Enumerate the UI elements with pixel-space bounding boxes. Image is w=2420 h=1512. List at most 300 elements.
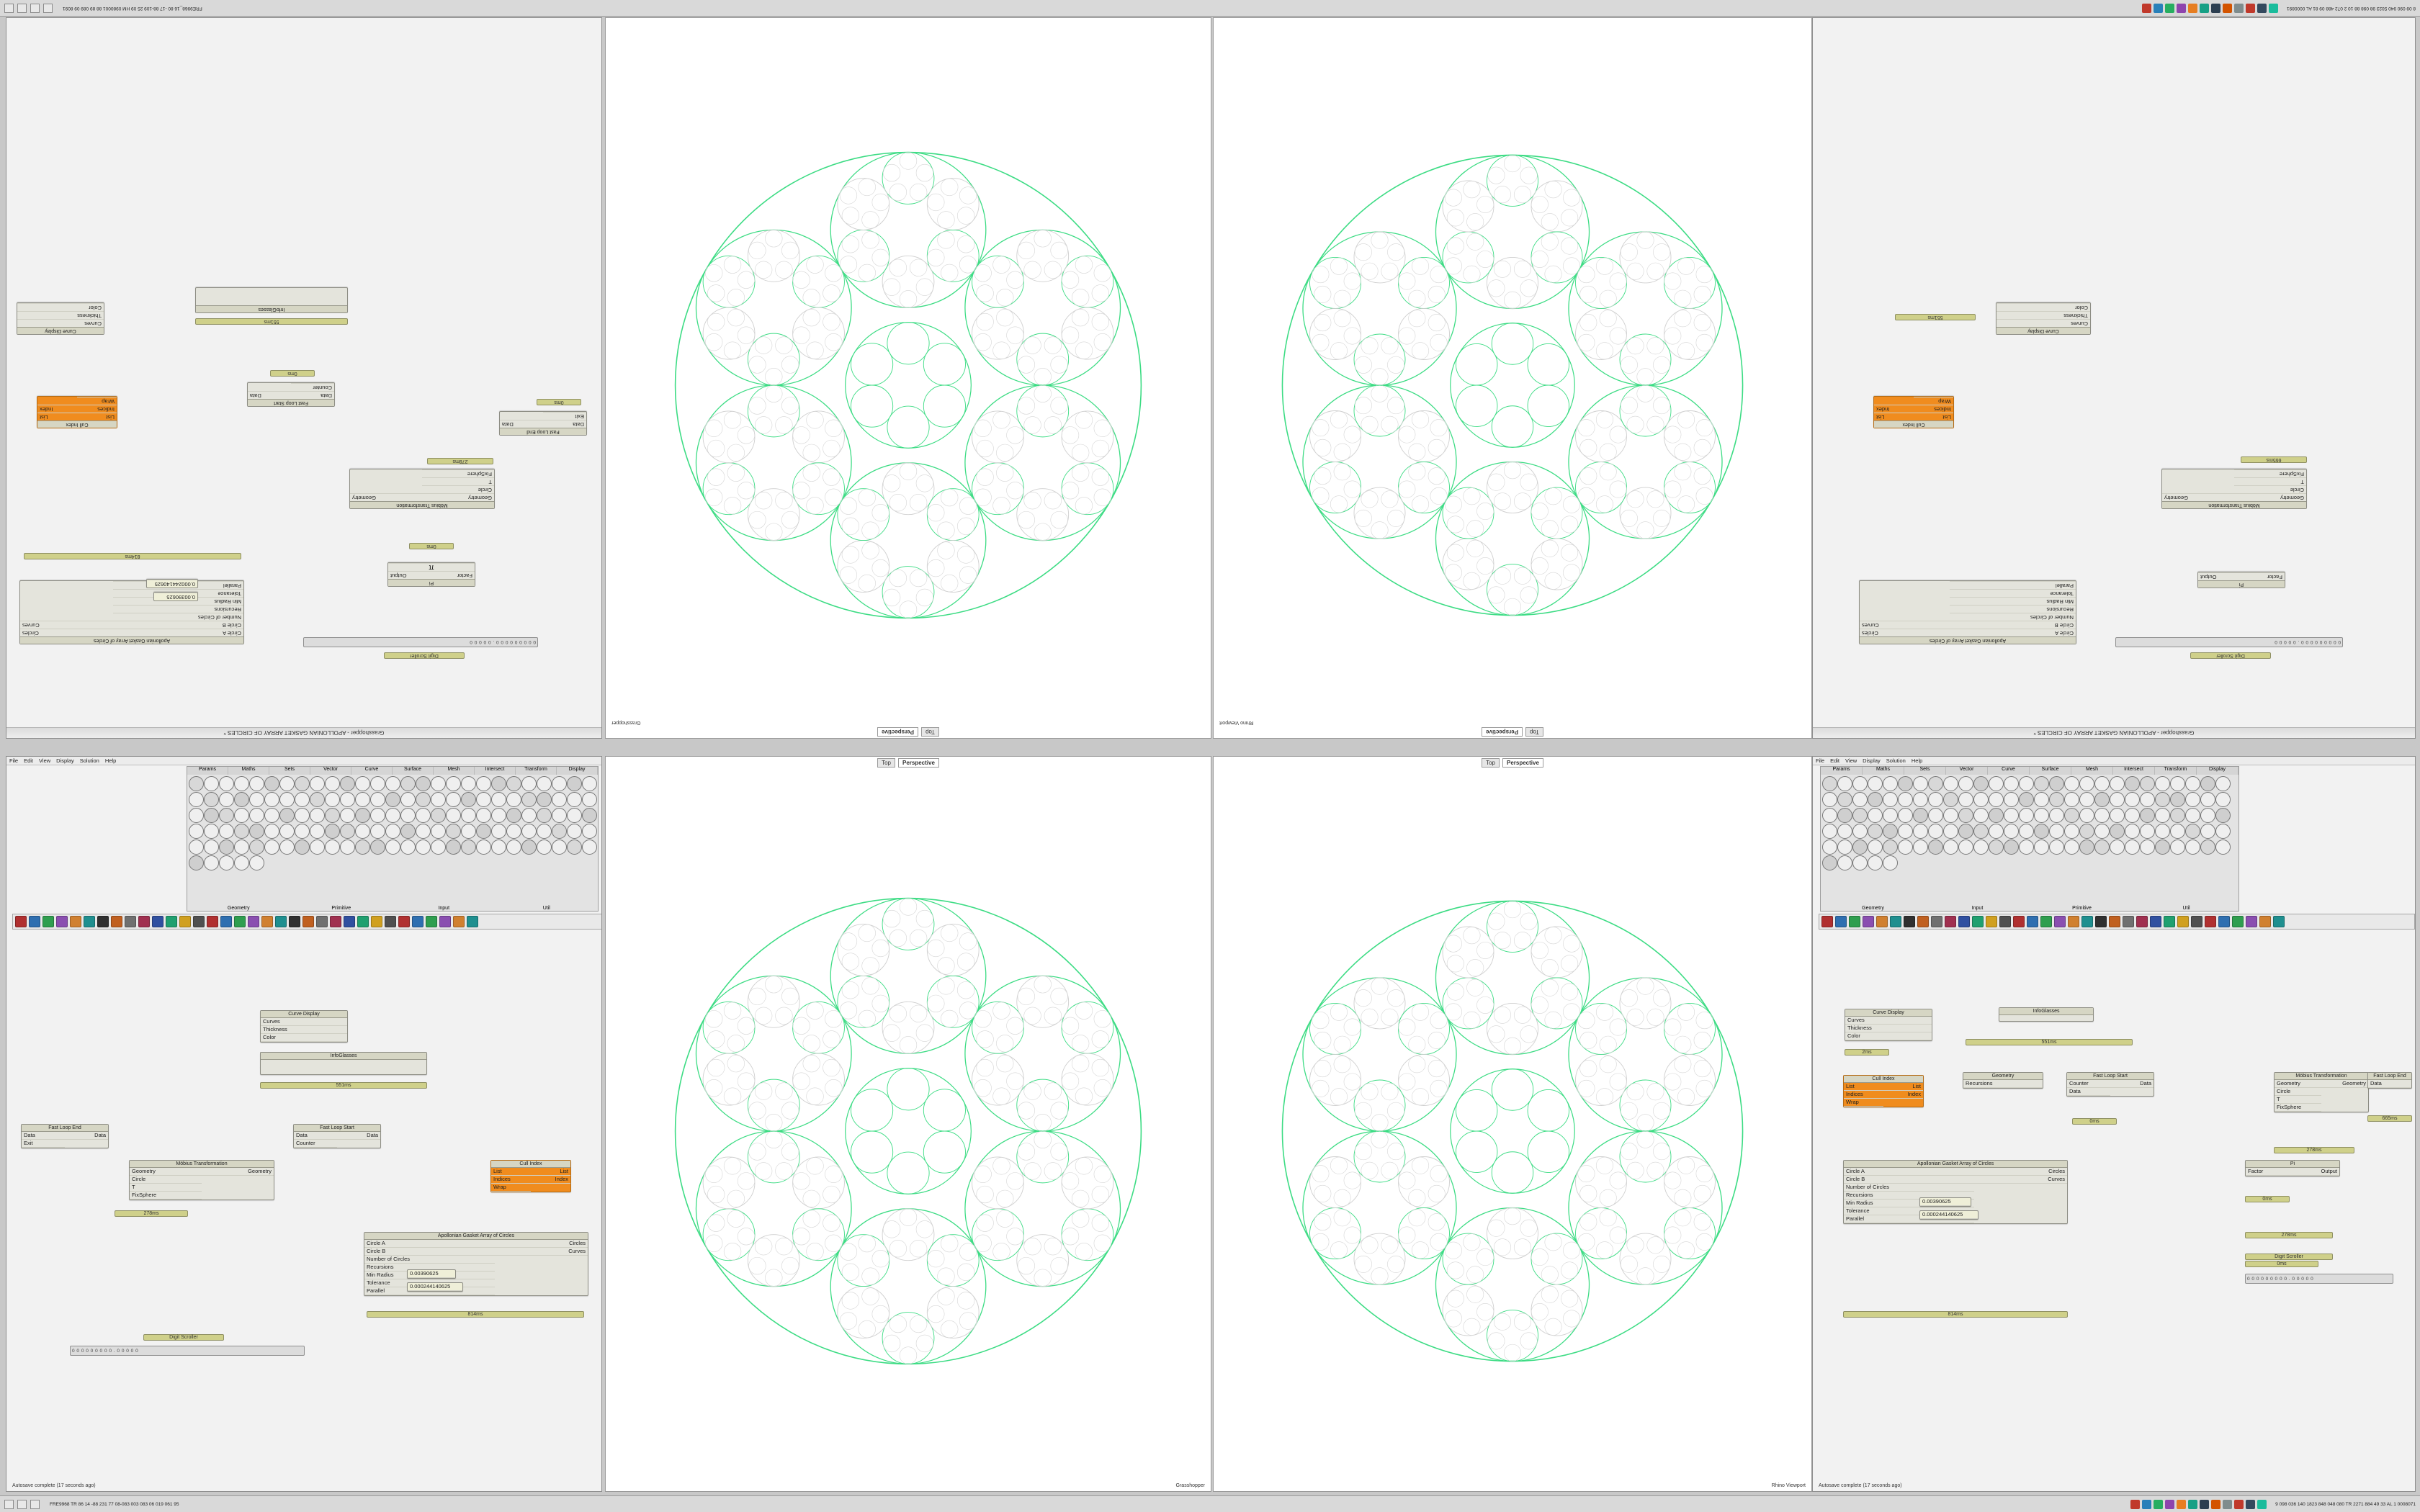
- ribbon-icon[interactable]: [2004, 776, 2019, 791]
- input-indices[interactable]: Indices: [491, 1176, 531, 1184]
- ribbon-icon[interactable]: [204, 840, 219, 855]
- ribbon-icon[interactable]: [2004, 808, 2019, 823]
- ribbon-icon[interactable]: [340, 792, 355, 807]
- ribbon-icon[interactable]: [400, 792, 416, 807]
- toolbar-icon[interactable]: [2273, 916, 2285, 927]
- ribbon-icon[interactable]: [1989, 808, 2004, 823]
- ribbon-icon[interactable]: [1883, 792, 1898, 807]
- ribbon-icon[interactable]: [1989, 792, 2004, 807]
- ribbon-icon[interactable]: [249, 808, 264, 823]
- ribbon-icon[interactable]: [189, 824, 204, 839]
- ribbon-icon[interactable]: [1822, 808, 1837, 823]
- input-circle-a[interactable]: Circle A: [113, 629, 243, 636]
- ribbon-icon[interactable]: [385, 808, 400, 823]
- tab-intersect[interactable]: Intersect: [475, 767, 516, 775]
- tray-icon[interactable]: [2165, 4, 2174, 13]
- toolbar-icon[interactable]: [344, 916, 355, 927]
- ribbon-icon[interactable]: [2215, 824, 2231, 839]
- toolbar-icon[interactable]: [2164, 916, 2175, 927]
- ribbon-icon[interactable]: [476, 776, 491, 791]
- ribbon-icon[interactable]: [2049, 824, 2064, 839]
- ribbon-icon[interactable]: [310, 824, 325, 839]
- ribbon-icon[interactable]: [1822, 840, 1837, 855]
- toolbar-icon[interactable]: [453, 916, 465, 927]
- bottom-window-buttons[interactable]: [0, 1500, 45, 1509]
- input-recursions[interactable]: Recursions: [364, 1264, 495, 1272]
- ribbon-icon[interactable]: [506, 808, 521, 823]
- ribbon-icon[interactable]: [340, 776, 355, 791]
- ribbon-icon[interactable]: [1852, 824, 1868, 839]
- ribbon-icon[interactable]: [2094, 808, 2110, 823]
- toolbar-icon[interactable]: [2246, 916, 2257, 927]
- ribbon-icon[interactable]: [2110, 808, 2125, 823]
- ribbon-icon[interactable]: [2185, 824, 2200, 839]
- ribbon-icon[interactable]: [1883, 776, 1898, 791]
- toolbar-icon[interactable]: [2013, 916, 2025, 927]
- input-curves[interactable]: Curves: [17, 319, 104, 327]
- input-list[interactable]: List: [1844, 1083, 1883, 1091]
- toolbar-icon[interactable]: [1917, 916, 1929, 927]
- tray-icon[interactable]: [2211, 4, 2220, 13]
- input-fixsphere[interactable]: FixSphere: [130, 1192, 202, 1200]
- ribbon-icon[interactable]: [219, 855, 234, 870]
- output-list[interactable]: List: [1883, 1083, 1923, 1091]
- ribbon-icon[interactable]: [2170, 824, 2185, 839]
- ribbon-icon[interactable]: [1837, 824, 1852, 839]
- toolbar-icon[interactable]: [166, 916, 177, 927]
- input-parallel[interactable]: Parallel: [1844, 1215, 1974, 1223]
- ribbon-icon[interactable]: [1928, 808, 1943, 823]
- ribbon-icon[interactable]: [295, 792, 310, 807]
- tray-icon[interactable]: [2165, 1500, 2174, 1509]
- tray-icon[interactable]: [2257, 1500, 2267, 1509]
- ribbon-icon[interactable]: [385, 776, 400, 791]
- ribbon-icon[interactable]: [1958, 776, 1973, 791]
- ribbon-icon[interactable]: [355, 840, 370, 855]
- ribbon-icon[interactable]: [189, 840, 204, 855]
- toolbar-icon[interactable]: [1958, 916, 1970, 927]
- toolbar-icon[interactable]: [2027, 916, 2038, 927]
- ribbon-icon[interactable]: [1868, 808, 1883, 823]
- grasshopper-canvas-bottom-left[interactable]: [6, 757, 601, 1491]
- grasshopper-canvas-top-left[interactable]: [6, 18, 601, 738]
- input-min-radius[interactable]: Min Radius: [113, 597, 243, 605]
- ribbon-icon[interactable]: [431, 808, 446, 823]
- viewport-tabs-bottom-left[interactable]: [606, 758, 1211, 767]
- ribbon-icon[interactable]: [2034, 840, 2049, 855]
- tray-icon[interactable]: [2211, 1500, 2220, 1509]
- input-circle-b[interactable]: Circle B: [1844, 1176, 1974, 1184]
- component-mobius[interactable]: [129, 1160, 274, 1200]
- toolbar-icon[interactable]: [111, 916, 122, 927]
- ribbon-icon[interactable]: [2079, 808, 2094, 823]
- ribbon-icon[interactable]: [2034, 808, 2049, 823]
- ribbon-icon[interactable]: [1913, 840, 1928, 855]
- ribbon-icon[interactable]: [1989, 824, 2004, 839]
- input-wrap[interactable]: Wrap: [77, 397, 117, 405]
- pane-bottom-left[interactable]: [6, 756, 602, 1492]
- tab-intersect[interactable]: Intersect: [2113, 767, 2155, 775]
- component-infoglasses[interactable]: [1999, 1007, 2094, 1022]
- input-exit[interactable]: Exit: [543, 412, 586, 420]
- ribbon-icon[interactable]: [552, 840, 567, 855]
- ribbon-icon[interactable]: [325, 824, 340, 839]
- ribbon-icon[interactable]: [491, 776, 506, 791]
- grasshopper-menubar[interactable]: [6, 757, 602, 765]
- output-data[interactable]: Data: [248, 391, 291, 399]
- tab-perspective[interactable]: Perspective: [898, 758, 939, 768]
- tray-icon[interactable]: [2142, 4, 2151, 13]
- ribbon-icon[interactable]: [1852, 776, 1868, 791]
- input-color[interactable]: Color: [261, 1034, 347, 1042]
- ribbon-icon[interactable]: [2215, 808, 2231, 823]
- ribbon-icon[interactable]: [1928, 824, 1943, 839]
- component-fast-loop-end[interactable]: [21, 1124, 109, 1148]
- input-parallel[interactable]: Parallel: [1950, 581, 2076, 589]
- ribbon-icon[interactable]: [2019, 824, 2034, 839]
- viewport-bottom-right[interactable]: [1213, 756, 1812, 1492]
- ribbon-icon[interactable]: [416, 824, 431, 839]
- ribbon-icon[interactable]: [2125, 824, 2140, 839]
- input-number-of-circles[interactable]: Number of Circles: [1950, 613, 2076, 621]
- ribbon-icon[interactable]: [521, 840, 537, 855]
- input-geometry[interactable]: Geometry: [130, 1168, 202, 1176]
- input-exit[interactable]: Exit: [22, 1140, 65, 1148]
- ribbon-icon[interactable]: [537, 776, 552, 791]
- ribbon-icon[interactable]: [1958, 824, 1973, 839]
- ribbon-icon[interactable]: [189, 855, 204, 870]
- input-circle-a[interactable]: Circle A: [1844, 1168, 1974, 1176]
- ribbon-icon[interactable]: [582, 840, 597, 855]
- ribbon-icon[interactable]: [1943, 792, 1958, 807]
- component-fast-loop-start[interactable]: [293, 1124, 381, 1148]
- ribbon-icon[interactable]: [2064, 792, 2079, 807]
- input-tolerance[interactable]: Tolerance: [113, 589, 243, 597]
- ribbon-icon[interactable]: [219, 776, 234, 791]
- tray-icon[interactable]: [2154, 4, 2163, 13]
- top-window-buttons[interactable]: [0, 4, 58, 13]
- tab-maths[interactable]: Maths: [1863, 767, 1904, 775]
- digit-scroller-slider[interactable]: 0 0 0 0 0 0 0 0 0 . 0 0 0 0 0: [2245, 1274, 2393, 1284]
- input-factor[interactable]: Factor: [2241, 572, 2285, 580]
- ribbon-icon[interactable]: [2079, 824, 2094, 839]
- bottom-tray-icons[interactable]: [2126, 1500, 2271, 1509]
- ribbon-icon[interactable]: [1883, 808, 1898, 823]
- component-cull-index[interactable]: [490, 1160, 571, 1192]
- toolbar-icon[interactable]: [70, 916, 81, 927]
- toolbar-icon[interactable]: [467, 916, 478, 927]
- input-circle-b[interactable]: Circle B: [364, 1248, 495, 1256]
- ribbon-icon[interactable]: [1973, 792, 1989, 807]
- ribbon-icon[interactable]: [310, 840, 325, 855]
- input-recursions[interactable]: Recursions: [1844, 1192, 1974, 1200]
- ribbon-icon[interactable]: [2185, 792, 2200, 807]
- toolbar-icon[interactable]: [1863, 916, 1874, 927]
- ribbon-icon[interactable]: [2170, 840, 2185, 855]
- ribbon-icon[interactable]: [2215, 792, 2231, 807]
- ribbon-icon[interactable]: [446, 840, 461, 855]
- ribbon-icon[interactable]: [552, 776, 567, 791]
- toolbar-icon[interactable]: [2095, 916, 2107, 927]
- ribbon-icon[interactable]: [370, 824, 385, 839]
- ribbon-icon[interactable]: [204, 824, 219, 839]
- top-tray-icons[interactable]: [2138, 4, 2282, 13]
- output-output[interactable]: Output: [2293, 1168, 2339, 1176]
- toolbar-icon[interactable]: [2232, 916, 2244, 927]
- ribbon-icon[interactable]: [1852, 840, 1868, 855]
- input-data[interactable]: Data: [291, 391, 334, 399]
- ribbon-icon[interactable]: [567, 824, 582, 839]
- toolbar-icon[interactable]: [125, 916, 136, 927]
- ribbon-icon[interactable]: [2125, 840, 2140, 855]
- toolbar-icon[interactable]: [1849, 916, 1860, 927]
- window-button[interactable]: [43, 4, 53, 13]
- ribbon-icon[interactable]: [506, 776, 521, 791]
- tab-top[interactable]: Top: [1525, 728, 1543, 737]
- toolbar-icon[interactable]: [1835, 916, 1847, 927]
- toolbar-icon[interactable]: [330, 916, 341, 927]
- ribbon-icon[interactable]: [2215, 776, 2231, 791]
- ribbon-icon[interactable]: [370, 776, 385, 791]
- ribbon-icon[interactable]: [1989, 776, 2004, 791]
- ribbon-icon[interactable]: [325, 808, 340, 823]
- ribbon-icon[interactable]: [2125, 792, 2140, 807]
- component-curve-display[interactable]: [17, 302, 104, 335]
- ribbon-icon[interactable]: [2155, 792, 2170, 807]
- toolbar-icon[interactable]: [234, 916, 246, 927]
- ribbon-icon[interactable]: [279, 776, 295, 791]
- input-data[interactable]: Data: [22, 1132, 65, 1140]
- grasshopper-canvas-top-right[interactable]: [1813, 18, 2415, 738]
- tab-display[interactable]: Display: [2197, 767, 2238, 775]
- ribbon-icon[interactable]: [416, 792, 431, 807]
- tray-icon[interactable]: [2269, 4, 2278, 13]
- ribbon-icon[interactable]: [340, 808, 355, 823]
- input-thickness[interactable]: Thickness: [1845, 1025, 1932, 1032]
- toolbar-icon[interactable]: [15, 916, 27, 927]
- pane-bottom-right[interactable]: [1812, 756, 2416, 1492]
- value-min-radius[interactable]: [153, 592, 198, 601]
- viewport-tabs-top-left[interactable]: [606, 728, 1211, 737]
- ribbon-icon[interactable]: [1837, 855, 1852, 870]
- tab-perspective[interactable]: Perspective: [1482, 728, 1523, 737]
- input-color[interactable]: Color: [1845, 1032, 1932, 1040]
- toolbar-icon[interactable]: [2136, 916, 2148, 927]
- ribbon-icon[interactable]: [1958, 808, 1973, 823]
- menu-solution[interactable]: Solution: [79, 757, 99, 764]
- output-list[interactable]: List: [37, 413, 77, 420]
- output-geometry[interactable]: Geometry: [2321, 1080, 2368, 1088]
- tray-icon[interactable]: [2142, 1500, 2151, 1509]
- component-fast-loop-start[interactable]: [2066, 1072, 2154, 1097]
- ribbon-icon[interactable]: [2125, 808, 2140, 823]
- output-index[interactable]: Index: [531, 1176, 570, 1184]
- toolbar-icon[interactable]: [357, 916, 369, 927]
- input-curves[interactable]: Curves: [1845, 1017, 1932, 1025]
- menu-view[interactable]: View: [39, 757, 51, 764]
- toolbar-icon[interactable]: [289, 916, 300, 927]
- input-number-of-circles[interactable]: Number of Circles: [113, 613, 243, 621]
- ribbon-icon[interactable]: [2019, 776, 2034, 791]
- component-cull-index[interactable]: [1843, 1075, 1924, 1107]
- toolbar-icon[interactable]: [193, 916, 205, 927]
- input-indices[interactable]: Indices: [1914, 405, 1953, 413]
- ribbon-icon[interactable]: [537, 840, 552, 855]
- ribbon-icon[interactable]: [567, 792, 582, 807]
- viewport-bottom-left[interactable]: [605, 756, 1211, 1492]
- input-circle[interactable]: Circle: [422, 485, 494, 493]
- ribbon-icon[interactable]: [370, 792, 385, 807]
- component-cull-index[interactable]: [1873, 396, 1954, 428]
- toolbar-icon[interactable]: [1890, 916, 1901, 927]
- ribbon-icon[interactable]: [537, 824, 552, 839]
- tab-vector[interactable]: Vector: [310, 767, 351, 775]
- ribbon-icon[interactable]: [537, 792, 552, 807]
- ribbon-icon[interactable]: [2034, 824, 2049, 839]
- toolbar-icon[interactable]: [1904, 916, 1915, 927]
- toolbar-icon[interactable]: [385, 916, 396, 927]
- toolbar-icon[interactable]: [426, 916, 437, 927]
- ribbon-icon[interactable]: [476, 792, 491, 807]
- digit-scroller-slider[interactable]: 0 0 0 0 0 0 0 0 0 . 0 0 0 0 0: [2115, 637, 2343, 647]
- ribbon-icon[interactable]: [491, 840, 506, 855]
- component-curve-display[interactable]: [1845, 1009, 1932, 1041]
- pane-top-right[interactable]: [1812, 17, 2416, 739]
- ribbon-icon[interactable]: [2019, 808, 2034, 823]
- ribbon-icon[interactable]: [219, 808, 234, 823]
- component-apollonian-gasket[interactable]: [19, 580, 244, 644]
- component-ribbon-bottom-left[interactable]: [187, 766, 599, 912]
- tab-top[interactable]: Top: [1482, 758, 1500, 768]
- ribbon-icon[interactable]: [1837, 792, 1852, 807]
- ribbon-icon[interactable]: [234, 855, 249, 870]
- tab-params[interactable]: Params: [1821, 767, 1863, 775]
- toolbar-icon[interactable]: [56, 916, 68, 927]
- menu-edit[interactable]: Edit: [1830, 757, 1840, 764]
- ribbon-icon[interactable]: [521, 776, 537, 791]
- output-data[interactable]: Data: [500, 420, 543, 428]
- output-list[interactable]: List: [531, 1168, 570, 1176]
- ribbon-icon[interactable]: [1943, 824, 1958, 839]
- param-iterations[interactable]: Recursions: [1963, 1080, 2043, 1088]
- toolbar-icon[interactable]: [2259, 916, 2271, 927]
- ribbon-icon[interactable]: [219, 792, 234, 807]
- tray-icon[interactable]: [2223, 1500, 2232, 1509]
- ribbon-icon[interactable]: [1973, 824, 1989, 839]
- toolbar-icon[interactable]: [316, 916, 328, 927]
- input-number-of-circles[interactable]: Number of Circles: [364, 1256, 495, 1264]
- ribbon-icon[interactable]: [1868, 792, 1883, 807]
- component-pi[interactable]: [387, 562, 475, 587]
- ribbon-icon[interactable]: [1883, 840, 1898, 855]
- ribbon-icon[interactable]: [1898, 824, 1913, 839]
- menu-view[interactable]: View: [1845, 757, 1857, 764]
- ribbon-icon[interactable]: [2094, 792, 2110, 807]
- input-recursions[interactable]: Recursions: [1950, 605, 2076, 613]
- toolbar-icon[interactable]: [2150, 916, 2161, 927]
- window-button[interactable]: [4, 4, 14, 13]
- tab-top[interactable]: Top: [921, 728, 939, 737]
- ribbon-icon[interactable]: [295, 776, 310, 791]
- ribbon-icon[interactable]: [204, 855, 219, 870]
- ribbon-icon[interactable]: [204, 792, 219, 807]
- ribbon-icon[interactable]: [370, 840, 385, 855]
- ribbon-icon[interactable]: [2185, 776, 2200, 791]
- ribbon-icon[interactable]: [1928, 840, 1943, 855]
- ribbon-icon[interactable]: [567, 840, 582, 855]
- input-color[interactable]: Color: [17, 303, 104, 311]
- toolbar-icon[interactable]: [2123, 916, 2134, 927]
- viewport-top-right[interactable]: [1213, 17, 1812, 739]
- input-circle-b[interactable]: Circle B: [113, 621, 243, 629]
- ribbon-icon[interactable]: [219, 840, 234, 855]
- ribbon-icon[interactable]: [249, 776, 264, 791]
- ribbon-icon[interactable]: [2140, 808, 2155, 823]
- toolbar-icon[interactable]: [2205, 916, 2216, 927]
- ribbon-icon[interactable]: [491, 808, 506, 823]
- input-data[interactable]: Data: [2067, 1088, 2110, 1096]
- ribbon-icon[interactable]: [1837, 808, 1852, 823]
- ribbon-icon[interactable]: [1989, 840, 2004, 855]
- toolbar-icon[interactable]: [398, 916, 410, 927]
- tab-surface[interactable]: Surface: [2030, 767, 2071, 775]
- tab-perspective[interactable]: Perspective: [1502, 758, 1543, 768]
- tab-display[interactable]: Display: [557, 767, 598, 775]
- menu-help[interactable]: Help: [104, 757, 117, 764]
- ribbon-icon-grid[interactable]: [1821, 775, 2238, 872]
- ribbon-icon[interactable]: [355, 808, 370, 823]
- ribbon-icon[interactable]: [1913, 824, 1928, 839]
- value-tolerance[interactable]: [1919, 1210, 1978, 1220]
- ribbon-icon[interactable]: [1958, 792, 1973, 807]
- input-geometry[interactable]: Geometry: [2234, 493, 2306, 501]
- tray-icon[interactable]: [2130, 1500, 2140, 1509]
- output-index[interactable]: Index: [1883, 1091, 1923, 1099]
- ribbon-icon[interactable]: [2200, 808, 2215, 823]
- ribbon-icon[interactable]: [1822, 792, 1837, 807]
- ribbon-icon[interactable]: [1943, 840, 1958, 855]
- ribbon-icon[interactable]: [1898, 792, 1913, 807]
- toolbar-icon[interactable]: [1821, 916, 1833, 927]
- input-circle-b[interactable]: Circle B: [1950, 621, 2076, 629]
- ribbon-icon-grid[interactable]: [187, 775, 598, 872]
- component-infoglasses[interactable]: [260, 1052, 427, 1075]
- ribbon-icon[interactable]: [234, 792, 249, 807]
- toolbar-icon[interactable]: [2218, 916, 2230, 927]
- tab-sets[interactable]: Sets: [269, 767, 310, 775]
- ribbon-icon[interactable]: [2049, 840, 2064, 855]
- ribbon-icon[interactable]: [1852, 792, 1868, 807]
- component-apollonian-gasket[interactable]: [1859, 580, 2076, 644]
- toolbar-icon[interactable]: [220, 916, 232, 927]
- output-list[interactable]: List: [1874, 413, 1914, 420]
- toolbar-icon[interactable]: [2177, 916, 2189, 927]
- ribbon-icon[interactable]: [2170, 808, 2185, 823]
- ribbon-icon[interactable]: [264, 776, 279, 791]
- output-curves[interactable]: Curves: [495, 1248, 588, 1256]
- ribbon-icon[interactable]: [2064, 808, 2079, 823]
- output-geometry[interactable]: Geometry: [2162, 493, 2234, 501]
- ribbon-icon[interactable]: [552, 808, 567, 823]
- ribbon-icon[interactable]: [2155, 840, 2170, 855]
- ribbon-icon[interactable]: [2200, 824, 2215, 839]
- input-list[interactable]: List: [491, 1168, 531, 1176]
- ribbon-icon[interactable]: [325, 840, 340, 855]
- ribbon-icon[interactable]: [506, 840, 521, 855]
- ribbon-icon[interactable]: [2170, 776, 2185, 791]
- tab-params[interactable]: Params: [187, 767, 228, 775]
- ribbon-icon[interactable]: [431, 792, 446, 807]
